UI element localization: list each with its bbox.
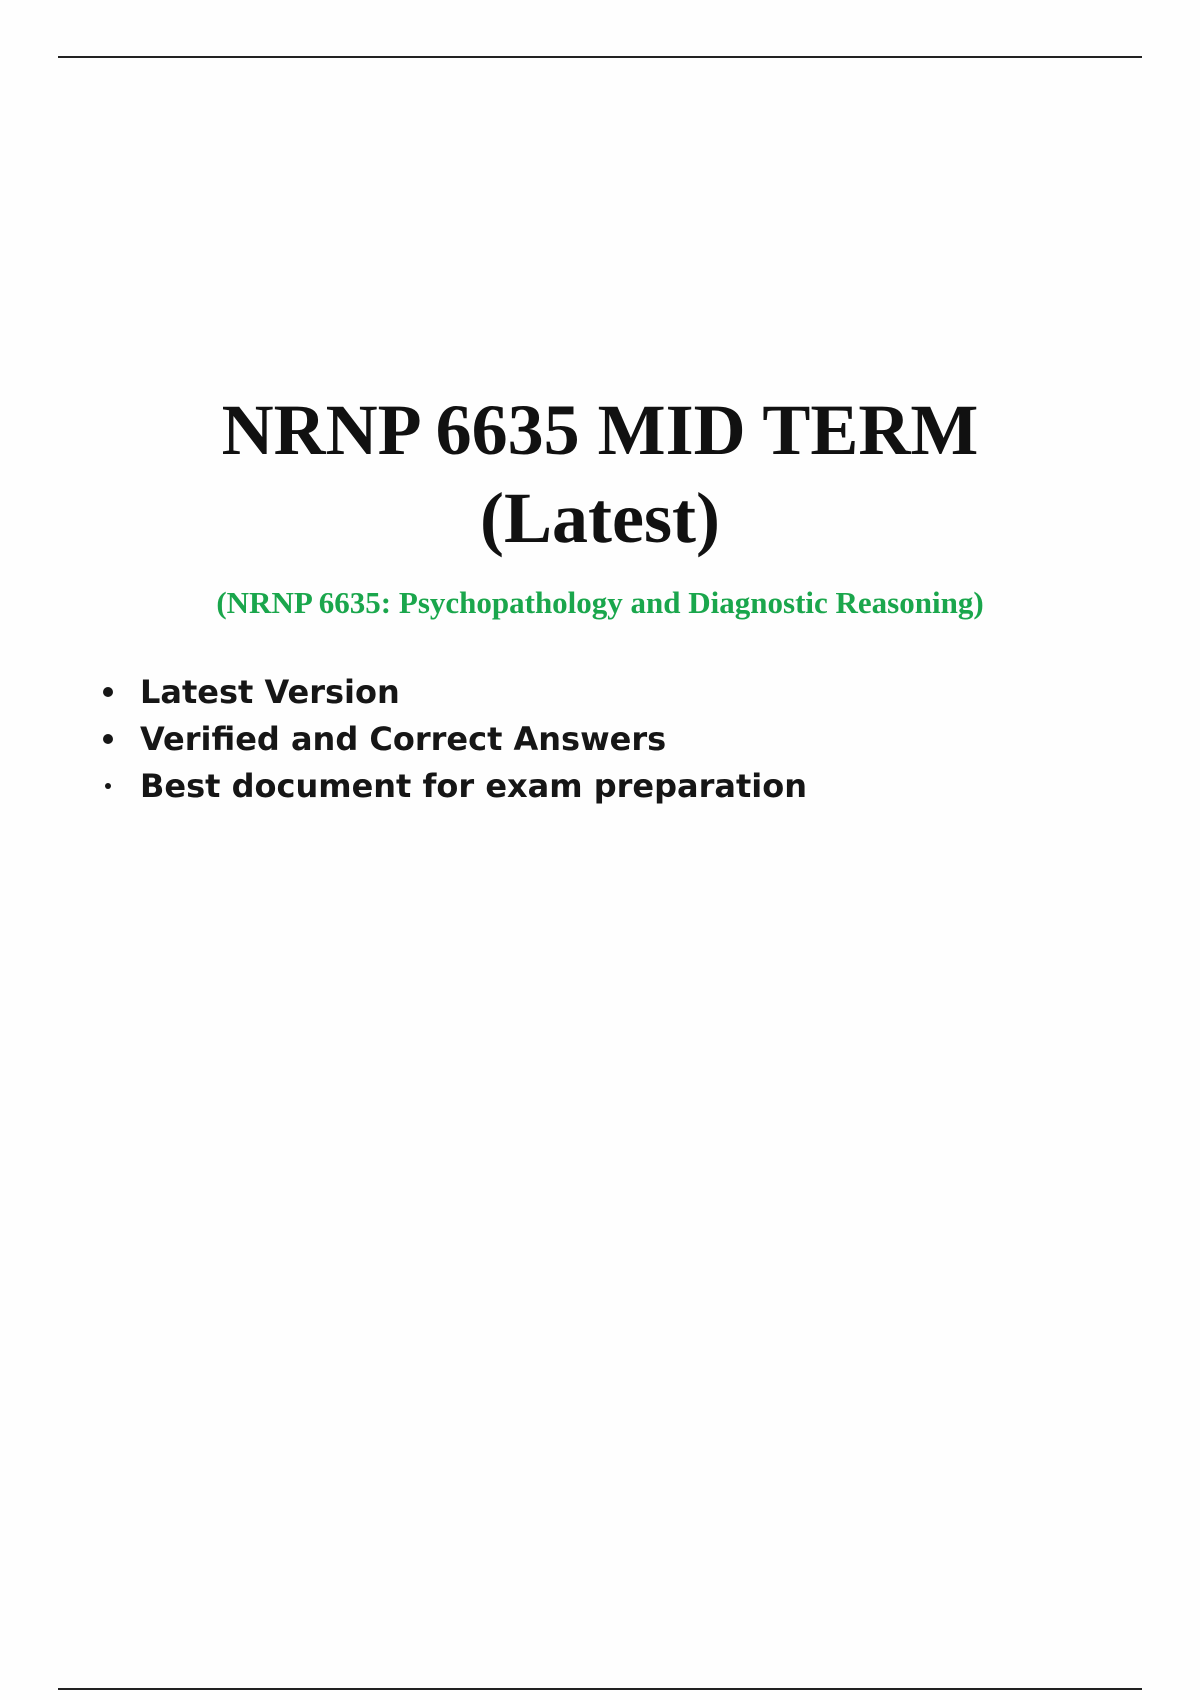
- document-subtitle: (NRNP 6635: Psychopathology and Diagnostic Reasoning): [216, 585, 984, 620]
- list-item-text: Verified and Correct Answers: [140, 719, 667, 758]
- bullet-icon: [103, 734, 113, 744]
- bullet-icon: [103, 687, 113, 697]
- document-title-line-2: (Latest): [480, 478, 720, 558]
- feature-list: [100, 668, 807, 809]
- top-rule: [58, 56, 1142, 58]
- document-title-line-1: NRNP 6635 MID TERM: [221, 390, 979, 470]
- bullet-icon: [105, 783, 111, 789]
- list-item: [100, 762, 807, 809]
- list-item: [100, 715, 807, 762]
- list-item-text: Latest Version: [140, 672, 400, 711]
- list-item: [100, 668, 807, 715]
- bottom-rule: [58, 1688, 1142, 1690]
- title-block: [0, 386, 1200, 562]
- list-item-text: Best document for exam preparation: [140, 766, 808, 805]
